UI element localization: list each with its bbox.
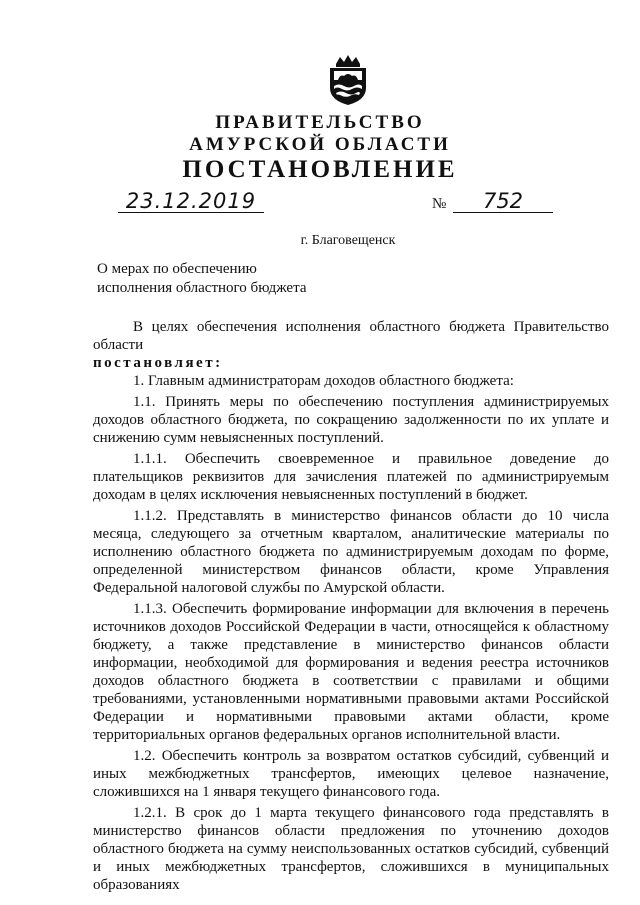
- preamble: В целях обеспечения исполнения областного бюджета Правительство области: [93, 319, 609, 353]
- paragraph: 1.1.3. Обеспечить формирование информации для включения в перечень источников доходов Российской Федерации в части, относящейся к областному бюджету, а также представление в министерство финансов области информации, необходимой для формирования и ведения реестра источников доходов областного бюджета в соответствии с правилами и общими требованиями, установленными нормативными правовыми актами Российской Федерации и нормативными правовыми актами области, кроме территориальных органов федеральных органов исполнительной власти.: [93, 601, 609, 743]
- paragraph: 1. Главным администраторам доходов областного бюджета:: [133, 373, 514, 389]
- document-body: [93, 318, 609, 897]
- paragraph: 1.1.1. Обеспечить своевременное и правильное доведение до плательщиков реквизитов для зачисления платежей по администрируемым доходам в целях исключения невыясненных поступлений в бюджет.: [93, 451, 609, 503]
- paragraph: 1.1. Принять меры по обеспечению поступления администрируемых доходов областного бюджета, по сокращению задолженности по их уплате и снижению сумм невыясненных поступлений.: [93, 394, 609, 446]
- paragraph: 1.2.1. В срок до 1 марта текущего финансового года представлять в министерство финансов области предложения по уточнению доходов областного бюджета на сумму неиспользованных остатков субсидий, субвенций и иных межбюджетных трансфертов, сложившихся в муниципальных образованиях: [93, 805, 609, 893]
- document-subject: [97, 260, 307, 298]
- city: г. Благовещенск: [300, 233, 396, 248]
- document-number: 752: [453, 190, 553, 213]
- subject-line: исполнения областного бюджета: [97, 280, 307, 296]
- number-label: №: [432, 196, 447, 212]
- document-date: 23.12.2019: [118, 190, 264, 213]
- paragraph: 1.2. Обеспечить контроль за возвратом остатков субсидий, субвенций и иных межбюджетных трансфертов, имеющих целевое назначение, сложившихся на 1 января текущего финансового года.: [93, 748, 609, 800]
- document-type-title: ПОСТАНОВЛЕНИЕ: [182, 156, 458, 183]
- subject-line: О мерах по обеспечению: [97, 261, 257, 277]
- coat-of-arms-emblem-icon: [326, 54, 370, 106]
- resolves-word: постановляет:: [93, 355, 223, 371]
- government-title: ПРАВИТЕЛЬСТВО: [215, 112, 425, 133]
- region-title: АМУРСКОЙ ОБЛАСТИ: [189, 134, 451, 155]
- paragraph: 1.1.2. Представлять в министерство финансов области до 10 числа месяца, следующего за отчетным кварталом, аналитические материалы по исполнению областного бюджета по администрируемым доходам по форме, определенной министерством финансов области, кроме Управления Федеральной налоговой службы по Амурской области.: [93, 508, 609, 596]
